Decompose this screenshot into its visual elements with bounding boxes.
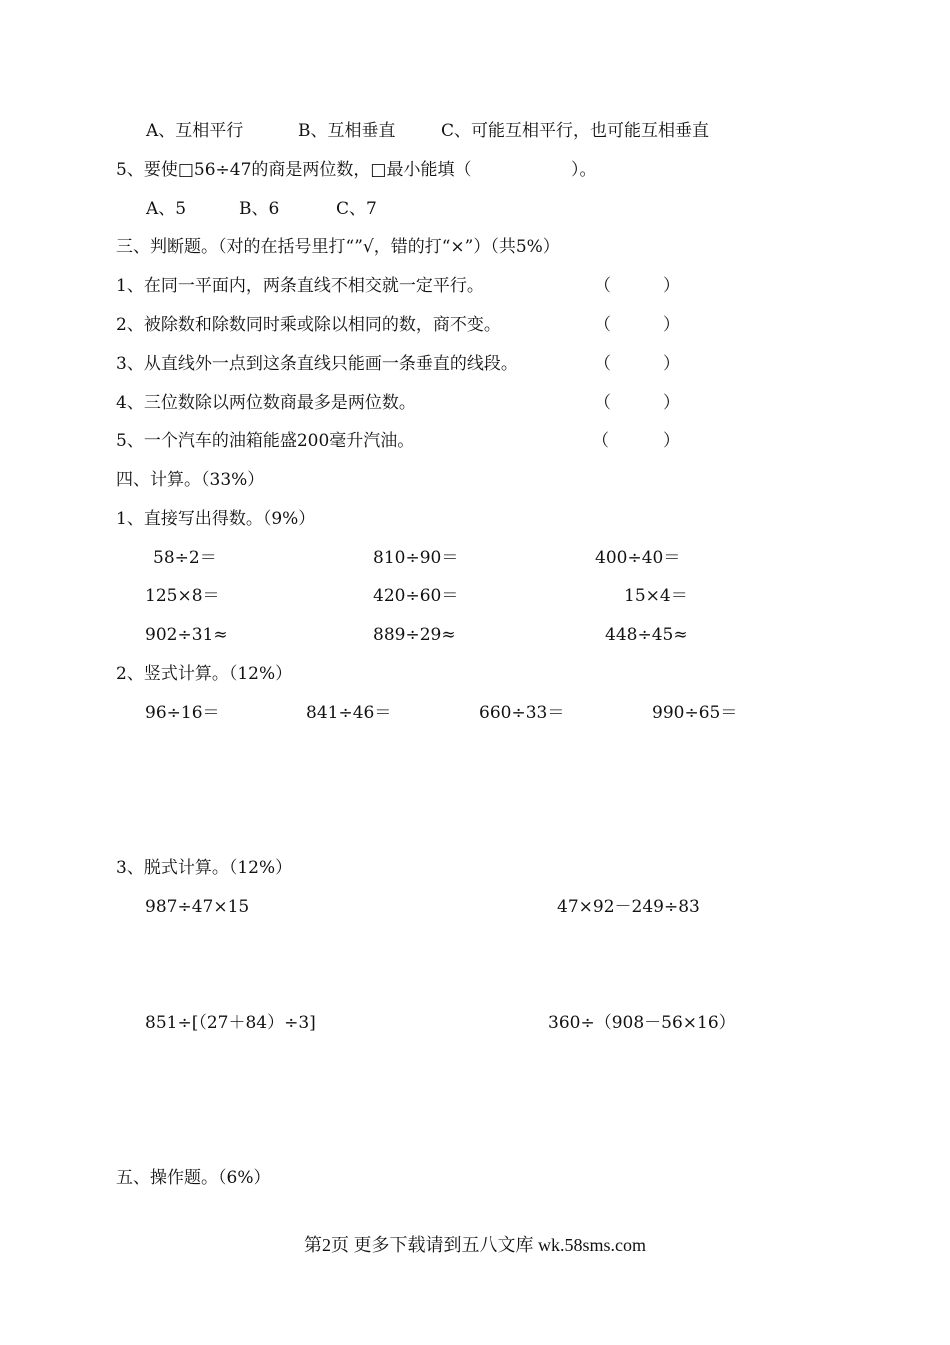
vertical-calc-1: 96÷16＝ [145,703,220,723]
vertical-calc-4: 990÷65＝ [652,703,738,723]
oral-calc-r1c1: 58÷2＝ [153,548,217,568]
tf-blank-open-2: （ [594,315,611,335]
tf-blank-close-5: ） [663,431,680,451]
tf-blank-close-3: ） [663,354,680,374]
q5-option-b: B、6 [239,199,280,219]
part3-title: 3、脱式计算。（12%） [116,858,293,878]
step-calc-2: 47×92－249÷83 [557,897,700,917]
tf-item-3: 3、从直线外一点到这条直线只能画一条垂直的线段。 [116,354,518,374]
q4-option-a: A、互相平行 [146,121,244,141]
q5-option-a: A、5 [146,199,187,219]
tf-item-5: 5、一个汽车的油箱能盛200毫升汽油。 [116,431,415,451]
vertical-calc-2: 841÷46＝ [306,703,392,723]
tf-item-2: 2、被除数和除数同时乘或除以相同的数，商不变。 [116,315,501,335]
oral-calc-r3c1: 902÷31≈ [145,625,228,645]
part2-title: 2、竖式计算。（12%） [116,664,293,684]
part1-title: 1、直接写出得数。（9%） [116,509,316,529]
section4-title: 四、计算。（33%） [116,470,265,490]
q5-stem: 5、要使□56÷47的商是两位数，□最小能填（ [116,160,472,180]
q4-option-c: C、可能互相平行，也可能互相垂直 [441,121,710,141]
tf-blank-close-4: ） [663,393,680,413]
section5-title: 五、操作题。（6%） [116,1168,271,1188]
tf-blank-open-1: （ [594,276,611,296]
tf-blank-open-3: （ [594,354,611,374]
q5-option-c: C、7 [336,199,377,219]
tf-blank-close-2: ） [663,315,680,335]
step-calc-3: 851÷[（27＋84）÷3] [145,1013,316,1033]
oral-calc-r2c1: 125×8＝ [145,586,220,606]
section3-title: 三、判断题。（对的在括号里打“”√，错的打“×”）（共5%） [116,237,560,257]
tf-item-4: 4、三位数除以两位数商最多是两位数。 [116,393,416,413]
oral-calc-r1c3: 400÷40＝ [595,548,681,568]
tf-item-1: 1、在同一平面内，两条直线不相交就一定平行。 [116,276,484,296]
vertical-calc-3: 660÷33＝ [479,703,565,723]
oral-calc-r2c3: 15×4＝ [624,586,688,606]
q5-stem-end: ）。 [571,160,597,180]
tf-blank-close-1: ） [663,276,680,296]
step-calc-1: 987÷47×15 [145,897,250,917]
page-footer: 第2页 更多下载请到五八文库 wk.58sms.com [304,1235,646,1255]
tf-blank-open-5: （ [592,431,609,451]
oral-calc-r3c2: 889÷29≈ [373,625,456,645]
oral-calc-r3c3: 448÷45≈ [605,625,688,645]
step-calc-4: 360÷（908－56×16） [548,1013,736,1033]
oral-calc-r2c2: 420÷60＝ [373,586,459,606]
q4-option-b: B、互相垂直 [298,121,396,141]
oral-calc-r1c2: 810÷90＝ [373,548,459,568]
tf-blank-open-4: （ [594,393,611,413]
